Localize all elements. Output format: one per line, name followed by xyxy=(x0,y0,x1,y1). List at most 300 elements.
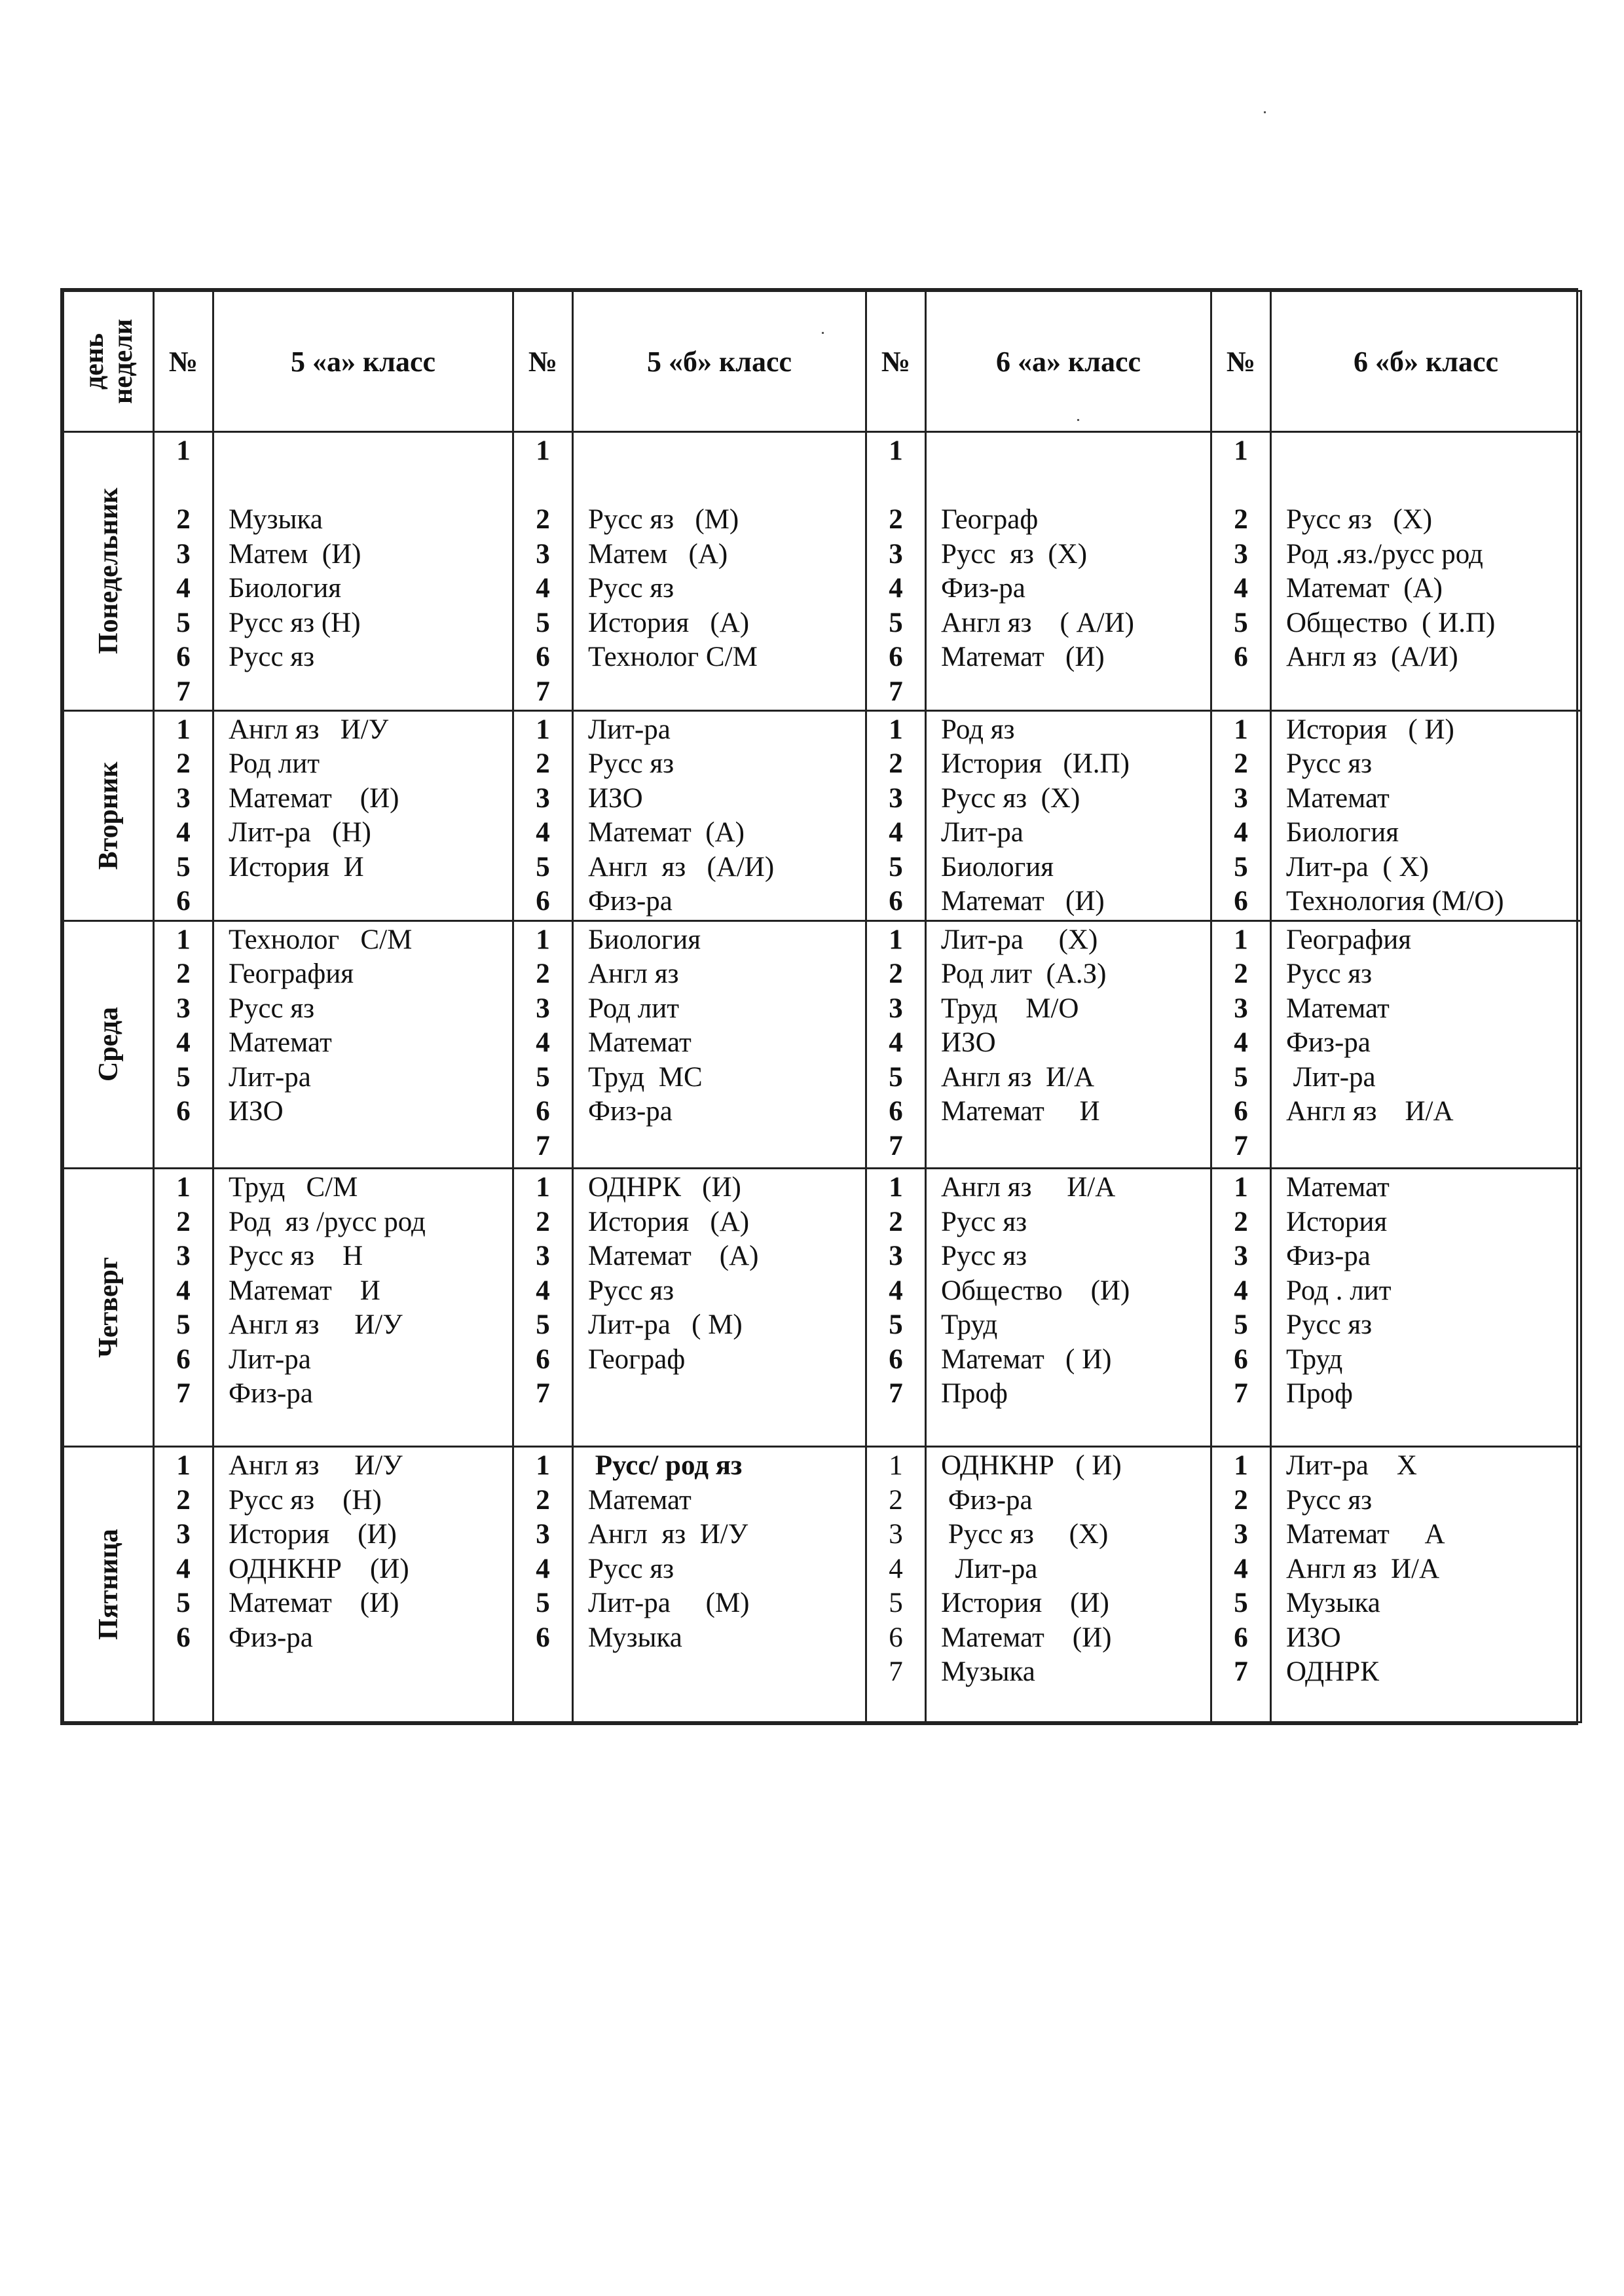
subject-list xyxy=(1272,1169,1580,1412)
subject-name: Род лит xyxy=(588,993,679,1024)
subject-name xyxy=(1286,434,1580,469)
subject-name: Русс яз (Х) xyxy=(1286,504,1433,535)
lesson-number: 5 xyxy=(176,1588,191,1619)
num-header: № xyxy=(154,291,213,432)
lesson-numbers-5a xyxy=(154,432,213,711)
subject-name: Биология xyxy=(1286,817,1399,848)
subject-name: Русс яз (Х) xyxy=(941,538,1088,570)
lesson-number: 5 xyxy=(1234,1588,1248,1619)
lesson-number: 6 xyxy=(536,886,550,917)
subject-name: Русс яз xyxy=(588,1275,674,1306)
subject-name: Русс яз (М) xyxy=(588,504,739,535)
subject-name: Англ яз ( А/И) xyxy=(941,607,1134,638)
lesson-number-list xyxy=(1212,712,1270,919)
lesson-number: 2 xyxy=(536,958,550,989)
lesson-number: 7 xyxy=(889,676,903,707)
subject-name: Биология xyxy=(588,924,701,955)
subject-list xyxy=(927,1169,1210,1412)
timetable xyxy=(62,290,1582,1723)
scan-speck xyxy=(822,332,824,334)
day-cell xyxy=(64,1169,154,1447)
lesson-number: 5 xyxy=(176,1309,191,1341)
lesson-number: 2 xyxy=(176,1206,191,1237)
lesson-number: 4 xyxy=(536,1275,550,1306)
lesson-number: 3 xyxy=(1234,782,1248,814)
subject-name: География xyxy=(1286,924,1412,955)
subject-name xyxy=(229,675,512,710)
lesson-number-list xyxy=(155,1169,212,1412)
lesson-number: 6 xyxy=(536,642,550,672)
subject-name: Математ А xyxy=(1286,1519,1445,1550)
lesson-number: 5 xyxy=(536,1588,550,1619)
lesson-number: 3 xyxy=(176,538,191,570)
subject-name: Математ (И) xyxy=(229,782,399,814)
subject-name: Труд xyxy=(941,1309,998,1341)
lesson-number: 3 xyxy=(889,782,903,814)
subject-list xyxy=(214,1169,512,1412)
lesson-number: 2 xyxy=(176,958,191,989)
lesson-number: 1 xyxy=(176,435,191,466)
lesson-number-list xyxy=(514,1448,572,1655)
subject-name: Матем (А) xyxy=(588,538,728,570)
subject-name: Матем (И) xyxy=(229,538,361,570)
lesson-number: 5 xyxy=(536,1309,550,1341)
lesson-subjects-6a xyxy=(926,1169,1211,1447)
subject-name: Англ яз И/У xyxy=(229,1309,403,1341)
class-header-5b: 5 «б» класс xyxy=(573,291,866,432)
lesson-number-list xyxy=(514,433,572,709)
lesson-number: 5 xyxy=(176,1061,191,1093)
subject-name: Лит-ра ( Х) xyxy=(1286,851,1429,883)
subject-name: Русс яз xyxy=(941,1241,1027,1272)
lesson-number: 1 xyxy=(536,924,550,955)
subject-list xyxy=(214,1448,512,1655)
subject-name: Музыка xyxy=(229,504,323,535)
lesson-numbers-6b xyxy=(1211,920,1271,1169)
lesson-number: 1 xyxy=(176,1172,191,1203)
lesson-number: 2 xyxy=(1234,958,1248,989)
lesson-subjects-5b xyxy=(573,1169,866,1447)
lesson-numbers-5a xyxy=(154,1169,213,1447)
subject-name: ИЗО xyxy=(941,1027,996,1058)
subject-name: Русс яз xyxy=(1286,1484,1373,1516)
subject-name: История (И.П) xyxy=(941,748,1130,780)
lesson-numbers-6a xyxy=(866,710,926,920)
class-header-6a: 6 «а» класс xyxy=(926,291,1211,432)
subject-name: Технолог С/М xyxy=(229,924,413,955)
lesson-number: 5 xyxy=(536,607,550,638)
lesson-number: 6 xyxy=(536,1096,550,1127)
lesson-number-list xyxy=(867,433,925,709)
subject-name: Математ И xyxy=(941,1096,1100,1127)
lesson-number: 3 xyxy=(889,538,903,570)
lesson-numbers-6b xyxy=(1211,432,1271,711)
subject-name: Лит-ра xyxy=(229,1061,311,1093)
lesson-number: 7 xyxy=(1234,1656,1248,1688)
subject-name: Русс яз xyxy=(588,748,674,780)
lesson-number: 2 xyxy=(536,1206,550,1237)
subject-name: География xyxy=(229,958,354,989)
lesson-subjects-5a xyxy=(213,1447,513,1722)
lesson-number: 1 xyxy=(1234,714,1248,745)
lesson-numbers-5b xyxy=(513,710,573,920)
lesson-numbers-5b xyxy=(513,432,573,711)
subject-name: Физ-ра xyxy=(941,573,1025,604)
subject-name: Математ xyxy=(229,1027,332,1058)
subject-name: Биология xyxy=(229,573,342,604)
subject-name xyxy=(941,434,1210,469)
day-cell xyxy=(64,920,154,1169)
subject-name: Математ (И) xyxy=(229,1588,399,1619)
subject-list xyxy=(1272,712,1580,919)
lesson-number-list xyxy=(155,1448,212,1655)
subject-list xyxy=(1272,1448,1580,1690)
num-header: № xyxy=(513,291,573,432)
subject-name: История (А) xyxy=(588,607,750,638)
subject-name: Род лит (А.З) xyxy=(941,958,1107,989)
subject-name: История xyxy=(1286,1206,1388,1237)
lesson-number: 2 xyxy=(1234,1206,1248,1237)
day-row-tuesday xyxy=(64,710,1581,920)
lesson-number: 4 xyxy=(536,1553,550,1584)
day-cell xyxy=(64,432,154,711)
subject-name: ОДНРК xyxy=(1286,1656,1379,1688)
subject-name: История (И) xyxy=(941,1588,1109,1619)
lesson-number: 4 xyxy=(176,817,191,848)
lesson-number: 3 xyxy=(176,1241,191,1272)
subject-name: Лит-ра xyxy=(941,817,1024,848)
subject-list xyxy=(927,1448,1210,1690)
subject-name: ИЗО xyxy=(229,1096,284,1127)
subject-name: Математ xyxy=(588,1027,692,1058)
lesson-number: 1 xyxy=(536,714,550,745)
subject-name: Лит-ра ( М) xyxy=(588,1309,743,1341)
lesson-subjects-5b xyxy=(573,1447,866,1722)
subject-name xyxy=(588,675,865,710)
lesson-number: 4 xyxy=(889,817,903,848)
lesson-number: 7 xyxy=(1234,1378,1248,1410)
subject-name: Русс яз (Н) xyxy=(229,1484,382,1516)
lesson-number: 5 xyxy=(889,851,903,883)
subject-name: Англ яз И/У xyxy=(229,714,389,745)
subject-list xyxy=(214,922,512,1129)
day-row-wednesday xyxy=(64,920,1581,1169)
subject-list xyxy=(1272,922,1580,1164)
subject-name xyxy=(229,884,512,919)
subject-name: Труд xyxy=(1286,1343,1343,1375)
subject-name: Труд МС xyxy=(588,1061,703,1093)
lesson-number: 4 xyxy=(1234,1027,1248,1058)
subject-name: Математ (И) xyxy=(941,642,1105,672)
subject-name xyxy=(1286,469,1580,503)
lesson-number: 2 xyxy=(889,1206,903,1237)
subject-name: Русс яз xyxy=(588,1553,674,1584)
lesson-number-list xyxy=(514,1169,572,1412)
lesson-numbers-5a xyxy=(154,1447,213,1722)
lesson-subjects-5b xyxy=(573,432,866,711)
subject-name: Англ яз И/А xyxy=(941,1172,1116,1203)
lesson-number: 1 xyxy=(176,924,191,955)
subject-name: Труд М/О xyxy=(941,993,1079,1024)
subject-name: История И xyxy=(229,851,364,883)
lesson-number: 3 xyxy=(176,782,191,814)
subject-name: Лит-ра (М) xyxy=(588,1588,750,1619)
lesson-number: 3 xyxy=(1234,1519,1248,1550)
day-name: Пятница xyxy=(93,1529,124,1640)
subject-name: Физ-ра xyxy=(941,1484,1033,1516)
subject-name: Математ xyxy=(1286,993,1390,1024)
lesson-number-list xyxy=(1212,1169,1270,1412)
lesson-number: 4 xyxy=(536,573,550,604)
lesson-number: 4 xyxy=(176,1553,191,1584)
lesson-number: 3 xyxy=(176,993,191,1024)
lesson-number: 5 xyxy=(536,851,550,883)
subject-name xyxy=(588,434,865,469)
lesson-number: 6 xyxy=(889,886,903,917)
lesson-subjects-6b xyxy=(1271,710,1581,920)
lesson-number-list xyxy=(514,712,572,919)
lesson-number: 2 xyxy=(536,1484,550,1516)
lesson-number: 3 xyxy=(1234,538,1248,570)
subject-name: Математ xyxy=(1286,782,1390,814)
lesson-numbers-5a xyxy=(154,920,213,1169)
subject-name: Русс яз (Х) xyxy=(941,1519,1109,1550)
subject-name xyxy=(941,1129,1210,1164)
lesson-subjects-6b xyxy=(1271,920,1581,1169)
subject-name: Лит-ра xyxy=(588,714,671,745)
lesson-number: 2 xyxy=(1234,504,1248,535)
lesson-number: 1 xyxy=(1234,924,1248,955)
num-header: № xyxy=(866,291,926,432)
lesson-number: 2 xyxy=(536,748,550,780)
day-of-week-label: день недели xyxy=(79,319,138,404)
subject-name: Математ xyxy=(588,1484,692,1516)
lesson-number: 6 xyxy=(176,1343,191,1375)
lesson-number: 5 xyxy=(1234,607,1248,638)
lesson-numbers-5b xyxy=(513,920,573,1169)
lesson-number: 2 xyxy=(176,504,191,535)
lesson-number: 3 xyxy=(889,1519,903,1550)
lesson-number: 1 xyxy=(889,714,903,745)
lesson-number: 1 xyxy=(889,435,903,466)
lesson-number: 4 xyxy=(1234,1553,1248,1584)
subject-name: История ( И) xyxy=(1286,714,1454,745)
subject-name: Математ ( И) xyxy=(941,1343,1112,1375)
subject-name: Труд С/М xyxy=(229,1172,358,1203)
subject-list xyxy=(214,712,512,919)
subject-name: Русс яз xyxy=(941,1206,1027,1237)
subject-name: Физ-ра xyxy=(1286,1027,1371,1058)
lesson-subjects-5b xyxy=(573,920,866,1169)
subject-name: Англ яз И/А xyxy=(1286,1096,1454,1127)
class-header-6b: 6 «б» класс xyxy=(1271,291,1581,432)
lesson-number: 5 xyxy=(889,607,903,638)
lesson-numbers-6b xyxy=(1211,1169,1271,1447)
day-name: Вторник xyxy=(93,761,124,870)
lesson-number: 4 xyxy=(176,573,191,604)
subject-name: ОДНКНР ( И) xyxy=(941,1450,1122,1482)
lesson-subjects-6b xyxy=(1271,432,1581,711)
lesson-number: 6 xyxy=(889,642,903,672)
lesson-number: 6 xyxy=(176,642,191,672)
lesson-number: 4 xyxy=(176,1275,191,1306)
subject-name: Лит-ра xyxy=(941,1553,1038,1584)
lesson-number: 1 xyxy=(536,1450,550,1482)
subject-name: Англ яз И/А xyxy=(1286,1553,1440,1584)
subject-name: Математ (И) xyxy=(941,1622,1112,1653)
lesson-number: 5 xyxy=(1234,851,1248,883)
lesson-number: 3 xyxy=(536,1519,550,1550)
day-name: Четверг xyxy=(93,1257,124,1358)
subject-name: История (И) xyxy=(229,1519,397,1550)
day-of-week-header xyxy=(64,291,154,432)
subject-list xyxy=(927,922,1210,1164)
subject-name: Англ яз И/У xyxy=(588,1519,748,1550)
subject-name: Общество (И) xyxy=(941,1275,1130,1306)
lesson-subjects-5a xyxy=(213,710,513,920)
lesson-number: 5 xyxy=(176,851,191,883)
lesson-number-list xyxy=(867,922,925,1164)
lesson-number: 3 xyxy=(536,993,550,1024)
lesson-subjects-5a xyxy=(213,432,513,711)
subject-name: Физ-ра xyxy=(1286,1241,1371,1272)
num-header: № xyxy=(1211,291,1271,432)
subject-name: Математ xyxy=(1286,1172,1390,1203)
subject-name: Физ-ра xyxy=(588,886,673,917)
lesson-number: 6 xyxy=(1234,1343,1248,1375)
subject-name: ИЗО xyxy=(1286,1622,1341,1653)
lesson-number: 5 xyxy=(889,1588,903,1619)
lesson-number: 5 xyxy=(176,607,191,638)
subject-name: Русс яз xyxy=(588,573,674,604)
lesson-number: 2 xyxy=(536,504,550,535)
subject-name: Русс яз xyxy=(229,642,315,672)
lesson-number-list xyxy=(867,1448,925,1690)
subject-name xyxy=(588,1377,865,1412)
subject-name: Музыка xyxy=(588,1622,682,1653)
lesson-number: 7 xyxy=(889,1378,903,1410)
day-row-friday xyxy=(64,1447,1581,1722)
lesson-number: 6 xyxy=(1234,1622,1248,1653)
lesson-number: 2 xyxy=(889,504,903,535)
subject-name: Англ яз (А/И) xyxy=(588,851,775,883)
lesson-number-list xyxy=(155,922,212,1129)
subject-name: Физ-ра xyxy=(229,1622,313,1653)
subject-name: Род яз /русс род xyxy=(229,1206,426,1237)
subject-name: Математ (А) xyxy=(588,1241,759,1272)
lesson-number: 4 xyxy=(1234,817,1248,848)
subject-name: Лит-ра (Х) xyxy=(941,924,1098,955)
lesson-numbers-5b xyxy=(513,1169,573,1447)
subject-name xyxy=(1286,1129,1580,1164)
subject-list xyxy=(927,433,1210,709)
subject-name: Русс яз (Н) xyxy=(229,607,361,638)
lesson-number-list xyxy=(1212,922,1270,1164)
lesson-number: 6 xyxy=(889,1096,903,1127)
scan-speck xyxy=(1264,111,1266,113)
subject-name: Англ яз (А/И) xyxy=(1286,642,1458,672)
lesson-number: 6 xyxy=(176,1096,191,1127)
lesson-number: 7 xyxy=(536,1378,550,1410)
lesson-number: 7 xyxy=(1234,1130,1248,1161)
subject-name xyxy=(229,434,512,469)
subject-name: Русс/ род яз xyxy=(588,1450,743,1482)
class-header-5a: 5 «а» класс xyxy=(213,291,513,432)
subject-name: Русс яз (Х) xyxy=(941,782,1080,814)
subject-name: Математ (А) xyxy=(1286,573,1443,604)
lesson-number-list xyxy=(867,1169,925,1412)
lesson-number-list xyxy=(155,433,212,709)
subject-list xyxy=(574,712,865,919)
lesson-number: 5 xyxy=(1234,1309,1248,1341)
lesson-number: 3 xyxy=(1234,993,1248,1024)
lesson-subjects-5a xyxy=(213,1169,513,1447)
day-row-monday xyxy=(64,432,1581,711)
lesson-number: 5 xyxy=(889,1061,903,1093)
subject-name: Англ яз И/А xyxy=(941,1061,1095,1093)
lesson-number: 1 xyxy=(536,435,550,466)
subject-name: Лит-ра (Н) xyxy=(229,817,371,848)
subject-name: ИЗО xyxy=(588,782,643,814)
subject-name: ОДНКНР (И) xyxy=(229,1553,409,1584)
subject-list xyxy=(1272,433,1580,675)
lesson-number: 1 xyxy=(889,1172,903,1203)
timetable-sheet xyxy=(60,288,1578,1725)
lesson-number: 4 xyxy=(889,573,903,604)
subject-name: Технология (М/О) xyxy=(1286,886,1504,917)
lesson-number: 4 xyxy=(536,817,550,848)
subject-name: Физ-ра xyxy=(229,1378,313,1410)
lesson-number: 2 xyxy=(1234,748,1248,780)
lesson-numbers-5a xyxy=(154,710,213,920)
subject-name: Лит-ра xyxy=(229,1343,311,1375)
subject-list xyxy=(214,433,512,709)
lesson-number: 1 xyxy=(889,924,903,955)
lesson-number: 2 xyxy=(1234,1484,1248,1516)
lesson-subjects-6b xyxy=(1271,1169,1581,1447)
lesson-number-list xyxy=(1212,433,1270,675)
subject-name: Русс яз xyxy=(1286,958,1373,989)
lesson-number: 3 xyxy=(889,993,903,1024)
lesson-subjects-5b xyxy=(573,710,866,920)
day-cell xyxy=(64,1447,154,1722)
lesson-subjects-6a xyxy=(926,432,1211,711)
lesson-number: 7 xyxy=(176,1378,191,1410)
subject-name xyxy=(941,469,1210,503)
subject-list xyxy=(574,1448,865,1655)
lesson-number: 2 xyxy=(176,748,191,780)
subject-list xyxy=(574,922,865,1164)
lesson-number: 3 xyxy=(536,538,550,570)
lesson-number: 6 xyxy=(1234,1096,1248,1127)
subject-name xyxy=(941,675,1210,710)
lesson-number: 5 xyxy=(889,1309,903,1341)
lesson-number: 4 xyxy=(889,1553,903,1584)
lesson-numbers-6a xyxy=(866,920,926,1169)
lesson-number: 3 xyxy=(889,1241,903,1272)
lesson-number: 3 xyxy=(536,782,550,814)
day-name: Среда xyxy=(93,1007,124,1082)
lesson-number: 1 xyxy=(889,1450,903,1482)
subject-name: Проф xyxy=(1286,1378,1353,1410)
lesson-subjects-6a xyxy=(926,710,1211,920)
lesson-number: 7 xyxy=(536,1130,550,1161)
subject-name: Географ xyxy=(588,1343,686,1375)
lesson-number: 4 xyxy=(1234,573,1248,604)
lesson-number: 4 xyxy=(1234,1275,1248,1306)
subject-name xyxy=(229,469,512,503)
lesson-numbers-6b xyxy=(1211,1447,1271,1722)
